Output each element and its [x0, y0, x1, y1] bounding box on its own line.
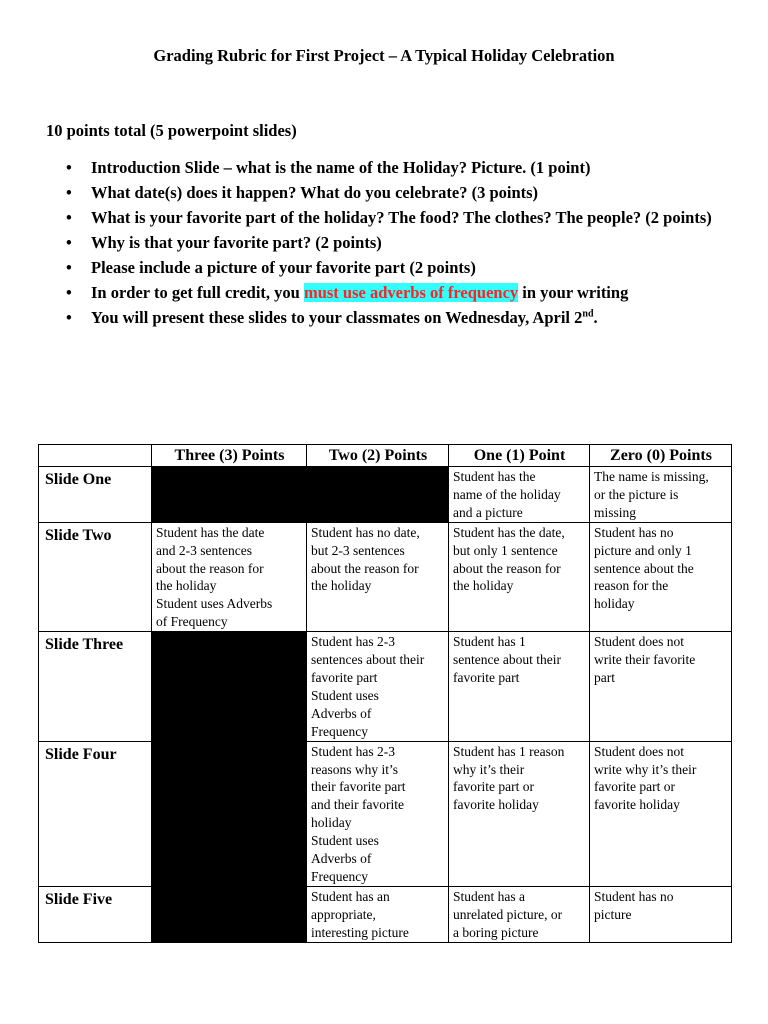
row-label: Slide Three	[39, 632, 152, 741]
criteria-line: why it’s their	[453, 761, 525, 777]
list-item	[64, 281, 714, 306]
criteria-cell-zero	[590, 522, 732, 631]
column-header-two-points: Two (2) Points	[307, 445, 449, 467]
criteria-line: Student has 2-3	[311, 743, 395, 759]
list-item-end: .	[593, 308, 598, 327]
blacked-out-cell	[307, 467, 449, 523]
criteria-line: favorite part	[453, 669, 520, 685]
criteria-line: their favorite part	[311, 779, 406, 795]
criteria-line: Student has 1 reason	[453, 743, 565, 759]
bullet-icon: •	[66, 183, 72, 202]
table-row	[39, 632, 732, 741]
criteria-cell-zero	[590, 886, 732, 942]
row-label: Slide Two	[39, 522, 152, 631]
blacked-out-cell	[152, 467, 307, 523]
criteria-cell-one	[449, 886, 590, 942]
bullet-icon: •	[66, 233, 72, 252]
criteria-line: sentence about the	[594, 560, 694, 576]
criteria-line: favorite part or	[594, 779, 675, 795]
column-header-one-point: One (1) Point	[449, 445, 590, 467]
ordinal-suffix: nd	[582, 308, 594, 320]
criteria-line: and their favorite	[311, 797, 404, 813]
criteria-line: and 2-3 sentences	[156, 542, 252, 558]
criteria-line: a boring picture	[453, 924, 539, 940]
criteria-line: write their favorite	[594, 652, 696, 668]
row-label: Slide Five	[39, 886, 152, 942]
criteria-line: favorite part	[311, 669, 378, 685]
criteria-line: but only 1 sentence	[453, 542, 558, 558]
column-header-three-points: Three (3) Points	[152, 445, 307, 467]
table-row	[39, 522, 732, 631]
document-title: Grading Rubric for First Project – A Typical Holiday Celebration	[153, 46, 615, 65]
criteria-cell-zero	[590, 632, 732, 741]
criteria-cell-two	[307, 632, 449, 741]
criteria-line: missing	[594, 504, 637, 520]
criteria-cell-two	[307, 522, 449, 631]
bullet-icon: •	[66, 283, 72, 302]
row-label: Slide Four	[39, 741, 152, 886]
list-item	[64, 231, 714, 256]
criteria-line: but 2-3 sentences	[311, 542, 405, 558]
list-item-text-after: in your writing	[518, 283, 629, 302]
criteria-line: about the reason for	[311, 560, 419, 576]
bullet-icon: •	[66, 258, 72, 277]
criteria-line: and a picture	[453, 504, 523, 520]
criteria-line: Student has the date	[156, 524, 265, 540]
criteria-line: Student uses Adverbs	[156, 596, 273, 612]
table-row	[39, 467, 732, 523]
list-item-text-before: In order to get full credit, you	[91, 283, 304, 302]
criteria-cell-zero	[590, 741, 732, 886]
criteria-line: Student uses	[311, 833, 379, 849]
criteria-cell-one	[449, 741, 590, 886]
rubric-table	[38, 444, 732, 943]
criteria-line: the holiday	[453, 578, 514, 594]
criteria-line: Student uses	[311, 687, 379, 703]
criteria-line: of Frequency	[156, 614, 228, 630]
bullet-icon: •	[66, 308, 72, 327]
list-item	[64, 181, 714, 206]
criteria-line: Student does not	[594, 634, 684, 650]
table-header-row	[39, 445, 732, 467]
criteria-line: Student has 2-3	[311, 634, 395, 650]
list-item	[64, 156, 714, 181]
criteria-line: Student does not	[594, 743, 684, 759]
criteria-line: part	[594, 669, 615, 685]
criteria-line: Student has no	[594, 888, 674, 904]
list-item-text: What is your favorite part of the holiday? The food? The clothes? The people? (2 points)	[91, 208, 712, 227]
table-row	[39, 741, 732, 886]
criteria-line: Adverbs of	[311, 851, 372, 867]
criteria-line: favorite holiday	[453, 797, 539, 813]
criteria-line: reasons why it’s	[311, 761, 398, 777]
highlighted-requirement: must use adverbs of frequency	[303, 283, 519, 302]
criteria-line: Adverbs of	[311, 705, 372, 721]
criteria-cell-one	[449, 522, 590, 631]
criteria-line: unrelated picture, or	[453, 906, 563, 922]
criteria-cell-two	[307, 741, 449, 886]
criteria-line: sentence about their	[453, 652, 561, 668]
list-item-text: You will present these slides to your classmates on Wednesday, April 2	[91, 308, 583, 327]
criteria-line: write why it’s their	[594, 761, 697, 777]
criteria-line: Student has a	[453, 888, 525, 904]
criteria-line: picture	[594, 906, 632, 922]
criteria-line: holiday	[594, 596, 635, 612]
criteria-line: or the picture is	[594, 486, 679, 502]
criteria-line: Student has no	[594, 524, 674, 540]
criteria-line: Student has 1	[453, 634, 526, 650]
criteria-cell-two	[307, 886, 449, 942]
criteria-line: name of the holiday	[453, 486, 561, 502]
criteria-line: picture and only 1	[594, 542, 692, 558]
criteria-cell-one	[449, 467, 590, 523]
criteria-line: The name is missing,	[594, 469, 709, 484]
column-header-empty	[39, 445, 152, 467]
blacked-out-cell	[152, 886, 307, 942]
list-item-text: Why is that your favorite part? (2 points)	[91, 233, 382, 252]
criteria-line: Student has the date,	[453, 524, 565, 540]
criteria-line: about the reason for	[156, 560, 264, 576]
list-item	[64, 256, 714, 281]
criteria-line: Student has an	[311, 888, 390, 904]
list-item-text: What date(s) does it happen? What do you celebrate? (3 points)	[91, 183, 539, 202]
row-label: Slide One	[39, 467, 152, 523]
criteria-line: about the reason for	[453, 560, 561, 576]
criteria-line: holiday	[311, 815, 352, 831]
criteria-line: Student has the	[453, 469, 536, 484]
requirements-list	[64, 156, 714, 331]
criteria-cell-three	[152, 522, 307, 631]
criteria-line: Frequency	[311, 868, 368, 884]
criteria-line: appropriate,	[311, 906, 376, 922]
criteria-line: reason for the	[594, 578, 669, 594]
bullet-icon: •	[66, 158, 72, 177]
criteria-line: the holiday	[156, 578, 217, 594]
table-row	[39, 886, 732, 942]
criteria-line: interesting picture	[311, 924, 409, 940]
bullet-icon: •	[66, 208, 72, 227]
blacked-out-cell	[152, 632, 307, 741]
criteria-line: sentences about their	[311, 652, 425, 668]
criteria-line: Student has no date,	[311, 524, 420, 540]
points-total: 10 points total (5 powerpoint slides)	[46, 121, 297, 140]
list-item-text: Please include a picture of your favorite part (2 points)	[91, 258, 476, 277]
column-header-zero-points: Zero (0) Points	[590, 445, 732, 467]
criteria-cell-one	[449, 632, 590, 741]
list-item	[64, 206, 714, 231]
criteria-line: favorite part or	[453, 779, 534, 795]
criteria-cell-zero	[590, 467, 732, 523]
list-item	[64, 306, 714, 331]
criteria-line: the holiday	[311, 578, 372, 594]
criteria-line: Frequency	[311, 723, 368, 739]
rubric-body	[39, 467, 732, 943]
blacked-out-cell	[152, 741, 307, 886]
list-item-text: Introduction Slide – what is the name of the Holiday? Picture. (1 point)	[91, 158, 591, 177]
criteria-line: favorite holiday	[594, 797, 680, 813]
